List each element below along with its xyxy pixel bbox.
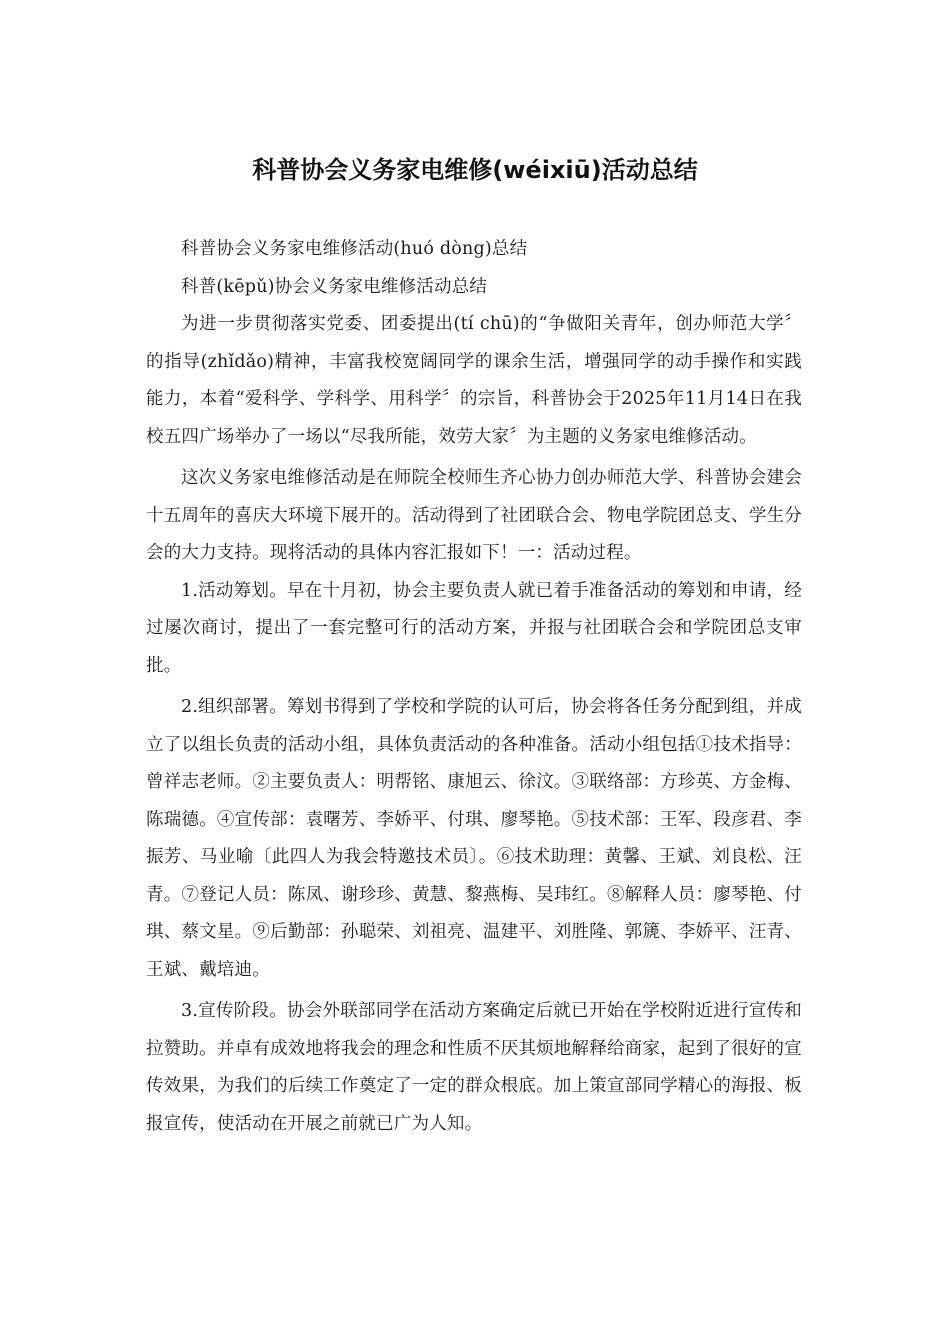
paragraph-background: 这次义务家电维修活动是在师院全校师生齐心协力创办师范大学、科普协会建会十五周年的喜庆大环境下展开的。活动得到了社团联合会、物电学院团总支、学生分会的大力支持。现将活动的具体内容汇报如下！一：活动过程。 (146, 468, 802, 563)
document-body (146, 231, 802, 1143)
paragraph-intro: 为进一步贯彻落实党委、团委提出(tí chū)的“争做阳关青年，创办师范大学〞的指导(zhǐdǎo)精神，丰富我校宽阔同学的课余生活，增强同学的动手操作和实践能力，本着“爱科学、学科学、用科学〞的宗旨，科普协会于2025年11月14日在我校五四广场举办了一场以“尽我所能，效劳大家〞为主题的义务家电维修活动。 (146, 314, 802, 447)
paragraph-organization: 2.组织部署。筹划书得到了学校和学院的认可后，协会将各任务分配到组，并成立了以组长负责的活动小组，具体负责活动的各种准备。活动小组包括①技术指导：曾祥志老师。②主要负责人：明帮铭、康旭云、徐汶。③联络部：方珍英、方金梅、陈瑞德。④宣传部：袁曙芳、李娇平、付琪、廖琴艳。⑤技术部：王军、段彦君、李振芳、马业喻〔此四人为我会特邀技术员〕。⑥技术助理：黄馨、王斌、刘良松、汪青。⑦登记人员：陈凤、谢珍珍、黄慧、黎燕梅、吴玮红。⑧解释人员：廖琴艳、付琪、蔡文星。⑨后勤部：孙聪荣、刘祖亮、温建平、刘胜隆、郭篪、李娇平、汪青、王斌、戴培迪。 (146, 697, 802, 980)
paragraph-subtitle-2: 科普(kēpǔ)协会义务家电维修活动总结 (181, 276, 488, 297)
document-title: 科普协会义务家电维修(wéixiū)活动总结 (252, 156, 698, 184)
paragraph-subtitle-1: 科普协会义务家电维修活动(huó dòng)总结 (181, 239, 528, 259)
paragraph-publicity: 3.宣传阶段。协会外联部同学在活动方案确定后就已开始在学校附近进行宣传和拉赞助。并卓有成效地将我会的理念和性质不厌其烦地解释给商家，起到了很好的宣传效果，为我们的后续工作奠定了一定的群众根底。加上策宣部同学精心的海报、板报宣传，使活动在开展之前就已广为人知。 (146, 1001, 802, 1134)
paragraph-planning: 1.活动筹划。早在十月初，协会主要负责人就已着手准备活动的筹划和申请，经过屡次商讨，提出了一套完整可行的活动方案，并报与社团联合会和学院团总支审批。 (146, 580, 802, 676)
